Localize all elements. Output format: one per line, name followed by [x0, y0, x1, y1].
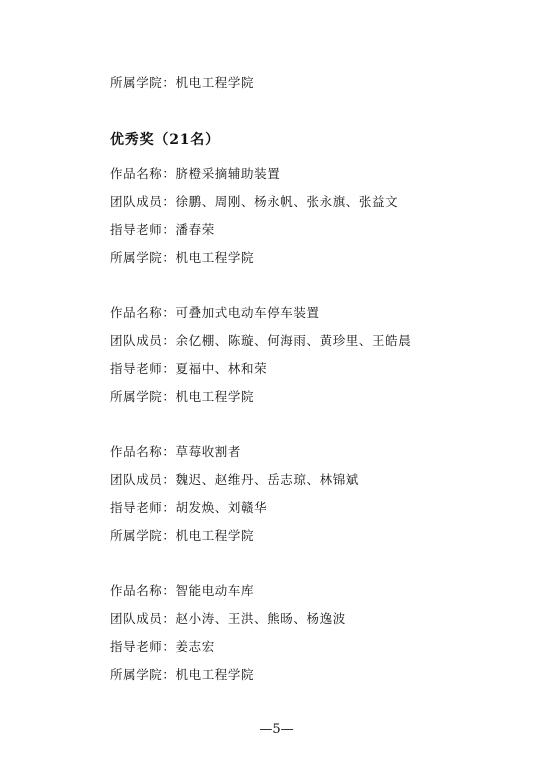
page-number: —5—: [259, 722, 294, 737]
entry-3-advisor: 指导老师：胡发焕、刘赣华: [110, 500, 268, 515]
entry-1-advisor: 指导老师：潘春荣: [110, 222, 215, 237]
entry-4-team: 团队成员：赵小涛、王洪、熊旸、杨逸波: [110, 611, 346, 626]
entry-2-college: 所属学院：机电工程学院: [110, 389, 255, 404]
entry-4-college: 所属学院：机电工程学院: [110, 667, 255, 682]
top-entry-college: 所属学院：机电工程学院: [110, 75, 255, 90]
entry-1-work: 作品名称：脐橙采摘辅助装置: [110, 166, 281, 181]
entry-2-team: 团队成员：余亿棚、陈璇、何海雨、黄珍里、王皓晨: [110, 333, 412, 348]
entry-2-work: 作品名称：可叠加式电动车停车装置: [110, 305, 320, 320]
entry-4-work: 作品名称：智能电动车库: [110, 583, 255, 598]
entry-3-work: 作品名称：草莓收割者: [110, 444, 242, 459]
entry-2-advisor: 指导老师：夏福中、林和荣: [110, 361, 268, 376]
entry-4-advisor: 指导老师：姜志宏: [110, 639, 215, 654]
entry-3-team: 团队成员：魏迟、赵维丹、岳志琼、林锦斌: [110, 472, 359, 487]
section-title: 优秀奖（21名）: [110, 132, 220, 148]
entry-3-college: 所属学院：机电工程学院: [110, 528, 255, 543]
entry-1-college: 所属学院：机电工程学院: [110, 250, 255, 265]
entry-1-team: 团队成员：徐鹏、周刚、杨永帆、张永旗、张益文: [110, 194, 399, 209]
